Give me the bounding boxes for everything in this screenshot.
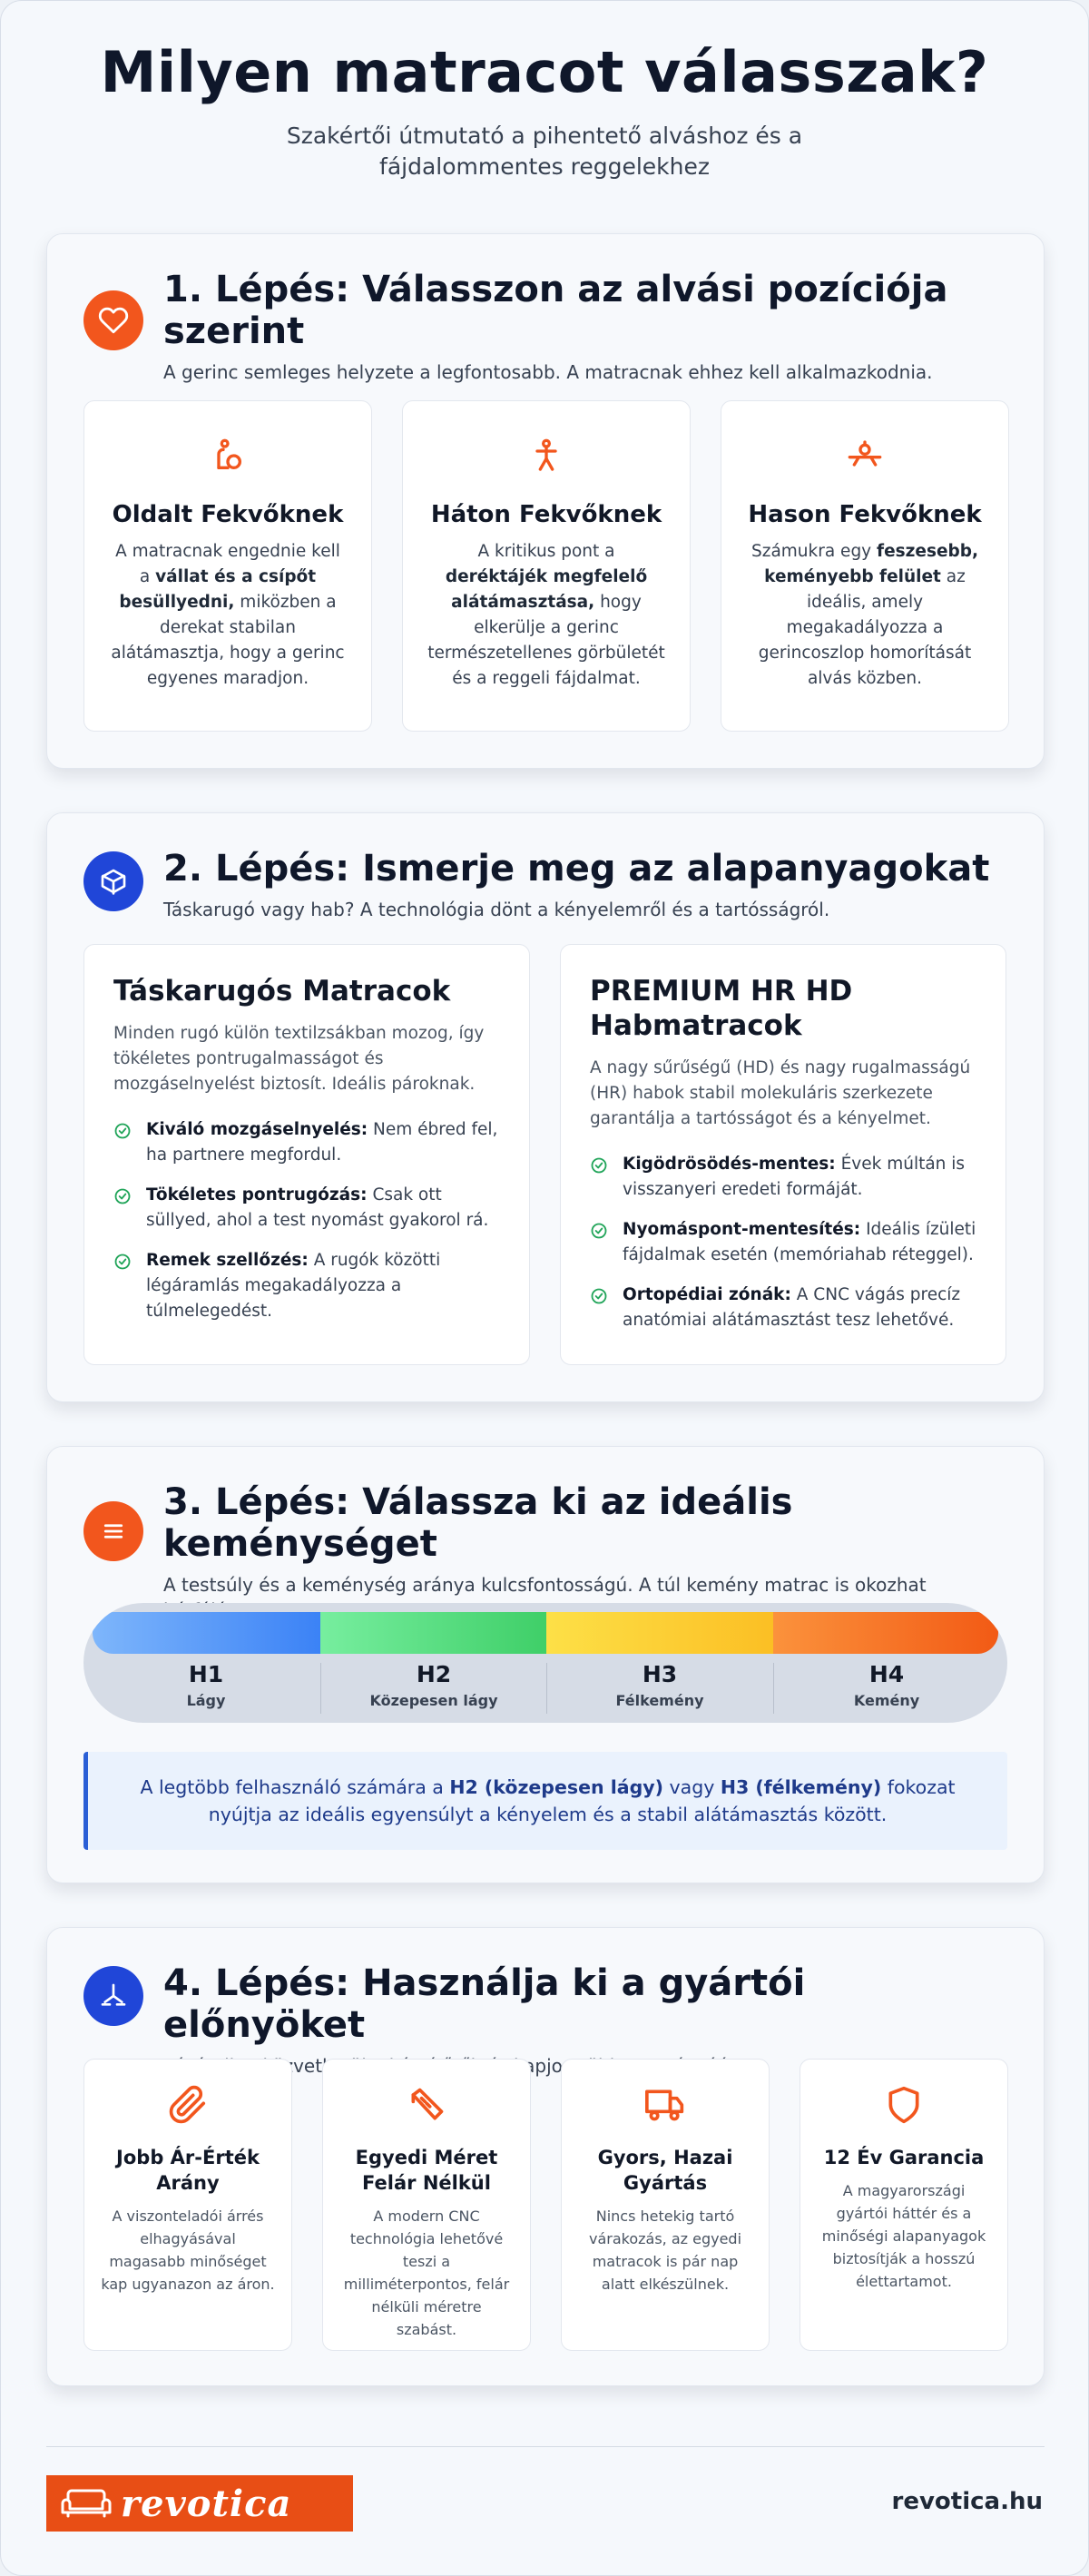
step4-card xyxy=(46,1927,1045,2386)
firmness-level-h1: H1 Lágy xyxy=(186,1661,226,1709)
check-circle-icon xyxy=(113,1187,132,1214)
list-item: Kigödrösödés-mentes: Évek múltán is visszanyeri eredeti formáját. xyxy=(590,1152,976,1203)
hero xyxy=(1,1,1088,182)
position-description: A kritikus pont a deréktájék megfelelő alátámasztása, hogy elkerülje a gerinc természetellenes görbületét és a reggeli fájdalmat. xyxy=(427,542,665,688)
position-card-back xyxy=(402,400,691,732)
benefit-title: 12 Év Garancia xyxy=(823,2147,985,2168)
shield-icon xyxy=(817,2081,991,2129)
paperclip-icon xyxy=(101,2081,275,2129)
list-item: Ortopédiai zónák: A CNC vágás precíz anatómiai alátámasztást tesz lehetővé. xyxy=(590,1283,976,1333)
benefit-title: Gyors, Hazai Gyártás xyxy=(597,2147,733,2194)
check-circle-icon xyxy=(590,1156,608,1183)
firmness-bar-h2 xyxy=(320,1612,546,1654)
firmness-level-h2: H2 Közepesen lágy xyxy=(369,1661,498,1709)
step2-subtitle: Táskarugó vagy hab? A technológia dönt a kényelemről és a tartósságról. xyxy=(163,899,830,920)
position-card-stomach xyxy=(721,400,1009,732)
position-title: Háton Fekvőknek xyxy=(430,501,662,528)
step1-card xyxy=(46,233,1045,769)
brand-logo[interactable] xyxy=(46,2475,353,2532)
step1-subtitle: A gerinc semleges helyzete a legfontosabb. A matracnak ehhez kell alkalmazkodnia. xyxy=(163,361,933,383)
check-circle-icon xyxy=(590,1222,608,1248)
step1-header xyxy=(47,234,1044,385)
benefit-description: A viszonteladói árrés elhagyásával magasabb minőséget kap ugyanazon az áron. xyxy=(101,2207,275,2293)
step4-subtitle: közvetlenül kapjon xyxy=(262,2055,574,2077)
firmness-tip: A legtöbb felhasználó számára a H2 (közepesen lágy) vagy H3 (félkemény) fokozat nyújtja az ideális egyensúlyt a kényelem és a stabil alátámasztás között. xyxy=(83,1752,1007,1850)
list-item: Kiváló mozgáselnyelés: Nem ébred fel, ha partnere megfordul. xyxy=(113,1117,500,1168)
cube-icon xyxy=(83,851,143,911)
material-points xyxy=(113,1117,500,1324)
step4-title: 4. Lépés: Használja ki a gyártói előnyöket xyxy=(163,1962,806,2046)
benefit-description: Nincs hetekig tartó várakozás, az egyedi matracok is pár nap alatt elkészülnek. xyxy=(588,2207,742,2293)
benefit-card-price xyxy=(83,2059,292,2351)
tape-measure-icon xyxy=(339,2081,514,2129)
benefit-description: A magyarországi gyártói háttér és a minőségi alapanyagok biztosítják a hosszú élettartamot. xyxy=(821,2182,986,2290)
firmness-bar-h1 xyxy=(93,1612,320,1654)
position-title: Oldalt Fekvőknek xyxy=(112,501,344,528)
step4-header xyxy=(47,1928,1044,2079)
page-subtitle: Szakértői útmutató a pihentető alváshoz és a fájdalommentes reggelekhez xyxy=(286,123,803,180)
material-title: PREMIUM HR HD Habmatracok xyxy=(590,975,853,1042)
step3-card xyxy=(46,1446,1045,1883)
firmness-level-h4: H4 Kemény xyxy=(853,1661,920,1709)
check-circle-icon xyxy=(590,1287,608,1313)
benefit-card-warranty xyxy=(800,2059,1008,2351)
list-item: Remek szellőzés: A rugók közötti légáramlás megakadályozza a túlmelegedést. xyxy=(113,1248,500,1324)
position-card-side xyxy=(83,400,372,732)
logo-text: revotica xyxy=(121,2482,292,2525)
step3-title: 3. Lépés: Válassza ki az ideális keménységet xyxy=(163,1481,793,1565)
firmness-bar-h3 xyxy=(546,1612,773,1654)
check-circle-icon xyxy=(113,1122,132,1148)
page-title: Milyen matracot válasszak? xyxy=(100,39,989,105)
position-description: Számukra egy feszesebb, keményebb felület az ideális, amely megakadályozza a gerincoszlop homorítását alvás közben. xyxy=(751,542,979,688)
benefit-title: Jobb Ár-Érték Arány xyxy=(116,2147,260,2194)
position-description: A matracnak engednie kell a vállat és a csípőt besüllyedni, miközben a derekat stabilan alátámasztja, hogy a gerinc egyenes maradjon. xyxy=(111,542,345,688)
benefit-card-size xyxy=(322,2059,531,2351)
step2-title: 2. Lépés: Ismerje meg az alapanyagokat xyxy=(163,848,990,890)
firmness-bar-h4 xyxy=(773,1612,998,1654)
benefit-title: Egyedi Méret Felár Nélkül xyxy=(355,2147,498,2194)
back-sleeper-icon xyxy=(427,430,666,481)
check-circle-icon xyxy=(113,1253,132,1279)
material-card-foam xyxy=(560,944,1006,1365)
stomach-sleeper-icon xyxy=(745,430,985,481)
material-intro: A nagy sűrűségű (HD) és nagy rugalmasságú (HR) habok stabil molekuláris szerkezete garantálja a tartósságot és a kényelmet. xyxy=(590,1058,971,1128)
step2-card xyxy=(46,812,1045,1402)
step2-header xyxy=(47,813,1044,922)
material-title: Táskarugós Matracok xyxy=(113,975,451,1008)
menu-lines-icon xyxy=(83,1501,143,1561)
step3-header xyxy=(47,1447,1044,1623)
firmness-level-h3: H3 Félkemény xyxy=(615,1661,704,1709)
list-item: Tökéletes pontrugózás: Csak ott süllyed, ahol a test nyomást gyakorol rá. xyxy=(113,1183,500,1234)
benefit-card-production xyxy=(561,2059,770,2351)
position-title: Hason Fekvőknek xyxy=(748,501,982,528)
step3-subtitle: A testsúly és a keménység aránya kulcsfontosságú. A túl kemény matrac is okozhat xyxy=(163,1574,927,1596)
firmness-scale xyxy=(83,1603,1007,1723)
step1-title: 1. Lépés: Válasszon az alvási pozíciója szerint xyxy=(163,269,948,352)
heart-icon xyxy=(83,290,143,350)
sofa-icon xyxy=(59,2483,113,2523)
truck-icon xyxy=(578,2081,752,2129)
site-link[interactable]: revotica.hu xyxy=(891,2488,1043,2515)
footer-divider xyxy=(46,2446,1045,2447)
list-item: Nyomáspont-mentesítés: Ideális ízületi fájdalmak esetén (memóriahab réteggel). xyxy=(590,1217,976,1268)
material-card-pocket-spring xyxy=(83,944,530,1365)
material-points xyxy=(590,1152,976,1333)
material-intro: Minden rugó külön textilzsákban mozog, így tökéletes pontrugalmasságot és mozgáselnyelést biztosít. Ideális pároknak. xyxy=(113,1024,485,1094)
factory-arrow-icon xyxy=(83,1966,143,2026)
side-sleeper-icon xyxy=(108,430,348,481)
benefit-description: A modern CNC technológia lehetővé teszi a milliméterpontos, felár nélküli méretre szabást. xyxy=(343,2207,510,2338)
